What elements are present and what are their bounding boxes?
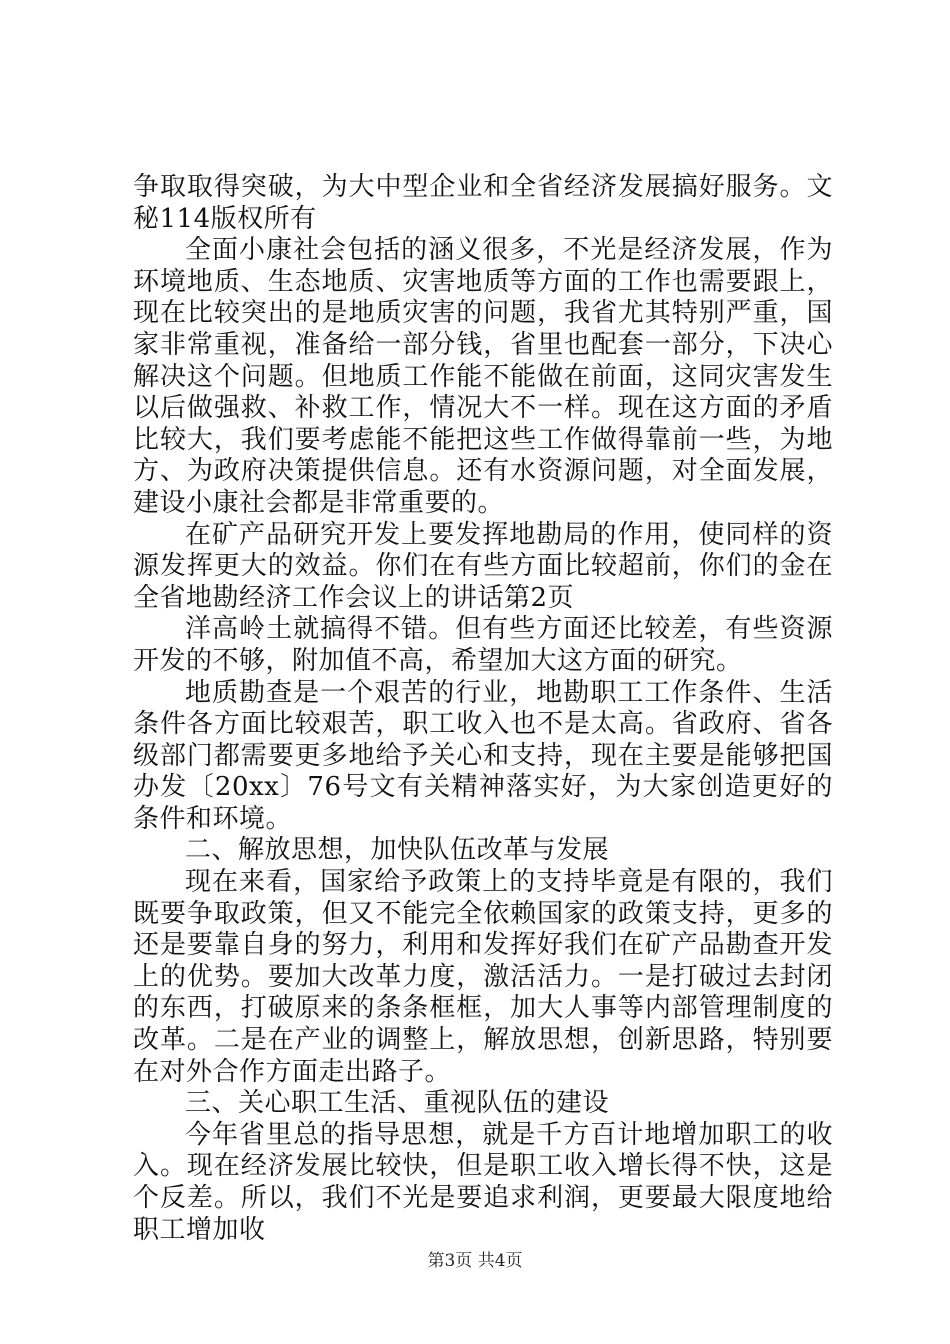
paragraph-3: 在矿产品研究开发上要发挥地勘局的作用，使同样的资源发挥更大的效益。你们在有些方面比较超前，你们的金在全省地勘经济工作会议上的讲话第2页 — [133, 519, 833, 613]
paragraph-4: 洋高岭土就搞得不错。但有些方面还比较差，有些资源开发的不够，附加值不高，希望加大这方面的研究。 — [133, 614, 833, 676]
page-footer: 第3页 共4页 — [427, 1251, 523, 1271]
paragraph-5: 地质勘查是一个艰苦的行业，地勘职工工作条件、生活条件各方面比较艰苦，职工收入也不是太高。省政府、省各级部门都需要更多地给予关心和支持，现在主要是能够把国办发〔20xx〕76号文有关精神落实好，为大家创造更好的条件和环境。 — [133, 677, 833, 834]
paragraph-1: 争取取得突破，为大中型企业和全省经济发展搞好服务。文秘114版权所有 — [133, 172, 833, 234]
document-body — [133, 172, 833, 1246]
section-heading-3: 三、关心职工生活、重视队伍的建设 — [185, 1088, 610, 1119]
paragraph-2: 全面小康社会包括的涵义很多，不光是经济发展，作为环境地质、生态地质、灾害地质等方面的工作也需要跟上，现在比较突出的是地质灾害的问题，我省尤其特别严重，国家非常重视，准备给一部分钱，省里也配套一部分，下决心解决这个问题。但地质工作能不能做在前面，这同灾害发生以后做强救、补救工作，情况大不一样。现在这方面的矛盾比较大，我们要考虑能不能把这些工作做得靠前一些，为地方、为政府决策提供信息。还有水资源问题，对全面发展，建设小康社会都是非常重要的。 — [133, 235, 833, 518]
paragraph-7: 今年省里总的指导思想，就是千方百计地增加职工的收入。现在经济发展比较快，但是职工收入增长得不快，这是个反差。所以，我们不光是要追求利润，更要最大限度地给职工增加收 — [133, 1119, 833, 1245]
paragraph-6: 现在来看，国家给予政策上的支持毕竟是有限的，我们既要争取政策，但又不能完全依赖国家的政策支持，更多的还是要靠自身的努力，利用和发挥好我们在矿产品勘查开发上的优势。要加大改革力度，激活活力。一是打破过去封闭的东西，打破原来的条条框框，加大人事等内部管理制度的改革。二是在产业的调整上，解放思想，创新思路，特别要在对外合作方面走出路子。 — [133, 867, 833, 1087]
section-heading-2: 二、解放思想，加快队伍改革与发展 — [185, 835, 610, 866]
